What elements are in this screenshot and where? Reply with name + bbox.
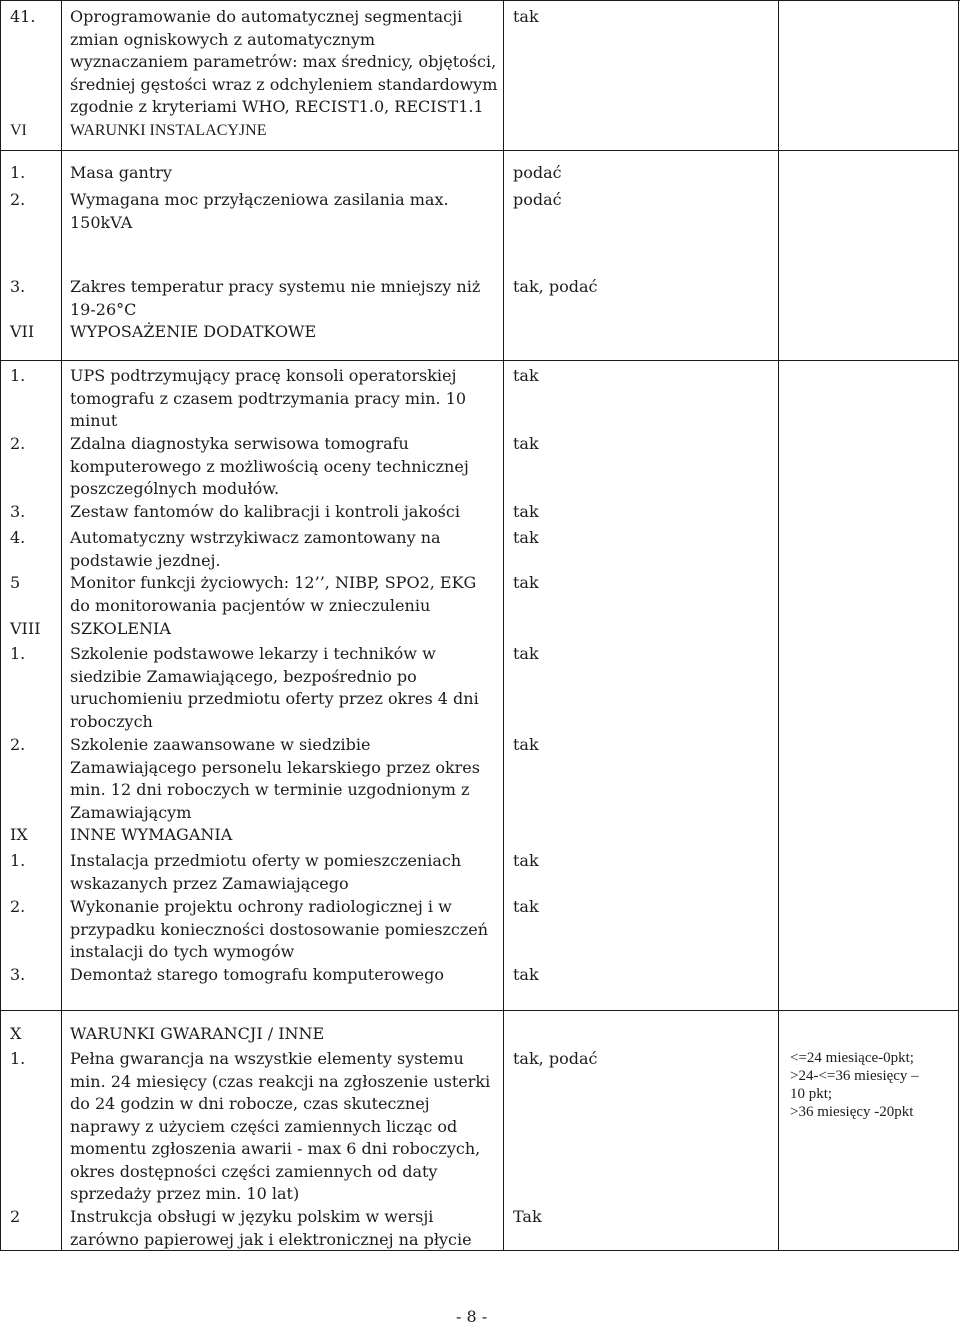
row-description-line: Automatyczny wstrzykiwacz zamontowany na — [70, 528, 441, 547]
row-description-line: Zdalna diagnostyka serwisowa tomografu — [70, 434, 409, 453]
row-number: 3. — [10, 277, 26, 296]
row-description-line: Instrukcja obsługi w języku polskim w wersji — [70, 1207, 434, 1226]
row-number: 41. — [10, 7, 36, 26]
row-requirement: tak — [513, 897, 539, 916]
row-description-line: podstawie jezdnej. — [70, 550, 221, 570]
row-requirement: tak — [513, 644, 539, 663]
page-number: - 8 - — [456, 1307, 488, 1326]
row-description-line: wskazanych przez Zamawiającego — [70, 873, 349, 893]
section-heading: INNE WYMAGANIA — [70, 825, 233, 844]
row-requirement: tak — [513, 7, 539, 26]
row-sep — [0, 360, 959, 361]
table-border-left — [0, 0, 1, 1250]
row-number: 4. — [10, 528, 26, 547]
row-description-line: Pełna gwarancja na wszystkie elementy systemu — [70, 1049, 464, 1068]
row-description-line: min. 24 miesięcy (czas reakcji na zgłoszenie usterki — [70, 1071, 491, 1091]
section-heading: WARUNKI INSTALACYJNE — [70, 122, 267, 139]
table-border-right — [958, 0, 959, 1250]
row-description-line: 150kVA — [70, 212, 133, 232]
row-description-line: min. 12 dni roboczych w terminie uzgodnionym z — [70, 780, 470, 799]
row-description-line: Wymagana moc przyłączeniowa zasilania max. — [70, 190, 449, 209]
col-sep-desc — [503, 0, 504, 1250]
col-sep-req — [778, 0, 779, 1250]
row-requirement: tak — [513, 528, 539, 547]
row-description-line: do monitorowania pacjentów w znieczuleniu — [70, 595, 431, 615]
row-requirement: tak, podać — [513, 1049, 598, 1068]
section-number: IX — [10, 825, 28, 844]
row-number: 1. — [10, 163, 26, 182]
row-description-line: tomografu z czasem podtrzymania pracy min. 10 — [70, 388, 467, 408]
row-number: 3. — [10, 965, 26, 984]
row-description-line: momentu zgłoszenia awarii - max 6 dni roboczych, — [70, 1139, 481, 1158]
row-description-line: Wykonanie projektu ochrony radiologicznej i w — [70, 897, 452, 916]
row-requirement: tak — [513, 366, 539, 385]
section-number: VI — [10, 122, 27, 139]
row-number: 1. — [10, 851, 26, 870]
row-description-line: Zestaw fantomów do kalibracji i kontroli jakości — [70, 502, 460, 521]
section-heading: SZKOLENIA — [70, 619, 171, 638]
row-description-line: średniej gęstości wraz z odchyleniem standardowym — [70, 74, 498, 94]
row-description-line: okres dostępności części zamiennych od daty — [70, 1161, 438, 1181]
section-number: VII — [10, 322, 35, 341]
section-number: VIII — [10, 619, 41, 638]
row-description-line: minut — [70, 411, 118, 430]
row-requirement: tak — [513, 851, 539, 870]
row-requirement: tak — [513, 965, 539, 984]
row-description-line: Zamawiającym — [70, 802, 192, 822]
scoring-line: >24-<=36 miesięcy – — [790, 1068, 919, 1084]
row-description-line: komputerowego z możliwością oceny technicznej — [70, 456, 469, 476]
row-requirement: tak — [513, 573, 539, 592]
row-number: 2. — [10, 897, 26, 916]
row-number: 2 — [10, 1207, 21, 1226]
row-description-line: roboczych — [70, 711, 153, 731]
row-description-line: Oprogramowanie do automatycznej segmentacji — [70, 7, 463, 26]
row-number: 1. — [10, 644, 26, 663]
row-description-line: UPS podtrzymujący pracę konsoli operatorskiej — [70, 366, 457, 385]
row-description-line: Szkolenie zaawansowane w siedzibie — [70, 735, 371, 754]
row-description-line: instalacji do tych wymogów — [70, 942, 295, 961]
row-number: 2. — [10, 434, 26, 453]
row-description-line: poszczególnych modułów. — [70, 479, 280, 498]
row-description-line: Szkolenie podstawowe lekarzy i techników w — [70, 644, 436, 663]
row-number: 1. — [10, 366, 26, 385]
row-description-line: zarówno papierowej jak i elektronicznej na płycie — [70, 1229, 472, 1249]
row-number: 3. — [10, 502, 26, 521]
row-description-line: 19-26°C — [70, 299, 137, 319]
row-description-line: naprawy z użyciem części zamiennych licząc od — [70, 1116, 458, 1136]
section-number: X — [10, 1024, 22, 1043]
scoring-line: <=24 miesiące-0pkt; — [790, 1050, 914, 1066]
row-requirement: podać — [513, 190, 562, 209]
row-sep — [0, 1010, 959, 1011]
row-requirement: podać — [513, 163, 562, 182]
row-description-line: zmian ogniskowych z automatycznym — [70, 29, 376, 49]
row-description-line: zgodnie z kryteriami WHO, RECIST1.0, RECIST1.1 — [70, 97, 484, 116]
table-border-top — [0, 0, 960, 1]
row-number: 1. — [10, 1049, 26, 1068]
row-description-line: Masa gantry — [70, 163, 172, 182]
row-description-line: siedzibie Zamawiającego, bezpośrednio po — [70, 666, 417, 686]
row-description-line: uruchomieniu przedmiotu oferty przez okres 4 dni — [70, 689, 479, 708]
row-requirement: tak — [513, 502, 539, 521]
row-description-line: Monitor funkcji życiowych: 12’’, NIBP, SPO2, EKG — [70, 573, 477, 592]
row-description-line: Instalacja przedmiotu oferty w pomieszczeniach — [70, 851, 462, 870]
row-description-line: sprzedaży przez min. 10 lat) — [70, 1184, 300, 1203]
row-number: 2. — [10, 735, 26, 754]
row-description-line: wyznaczaniem parametrów: max średnicy, objętości, — [70, 52, 497, 71]
row-requirement: tak — [513, 735, 539, 754]
section-heading: WYPOSAŻENIE DODATKOWE — [70, 322, 317, 341]
row-description-line: Demontaż starego tomografu komputerowego — [70, 965, 445, 984]
row-requirement: Tak — [513, 1207, 542, 1226]
section-heading: WARUNKI GWARANCJI / INNE — [70, 1024, 325, 1043]
row-description-line: Zakres temperatur pracy systemu nie mniejszy niż — [70, 277, 481, 296]
row-sep — [0, 150, 959, 151]
row-requirement: tak — [513, 434, 539, 453]
scoring-line: >36 miesięcy -20pkt — [790, 1104, 914, 1120]
row-number: 5 — [10, 573, 21, 592]
scoring-line: 10 pkt; — [790, 1086, 833, 1102]
row-description-line: Zamawiającego personelu lekarskiego przez okres — [70, 757, 480, 777]
col-sep-num — [61, 0, 62, 1250]
row-number: 2. — [10, 190, 26, 209]
row-description-line: do 24 godzin w dni robocze, czas skutecznej — [70, 1094, 430, 1113]
row-requirement: tak, podać — [513, 277, 598, 296]
row-description-line: przypadku konieczności dostosowanie pomieszczeń — [70, 919, 489, 939]
